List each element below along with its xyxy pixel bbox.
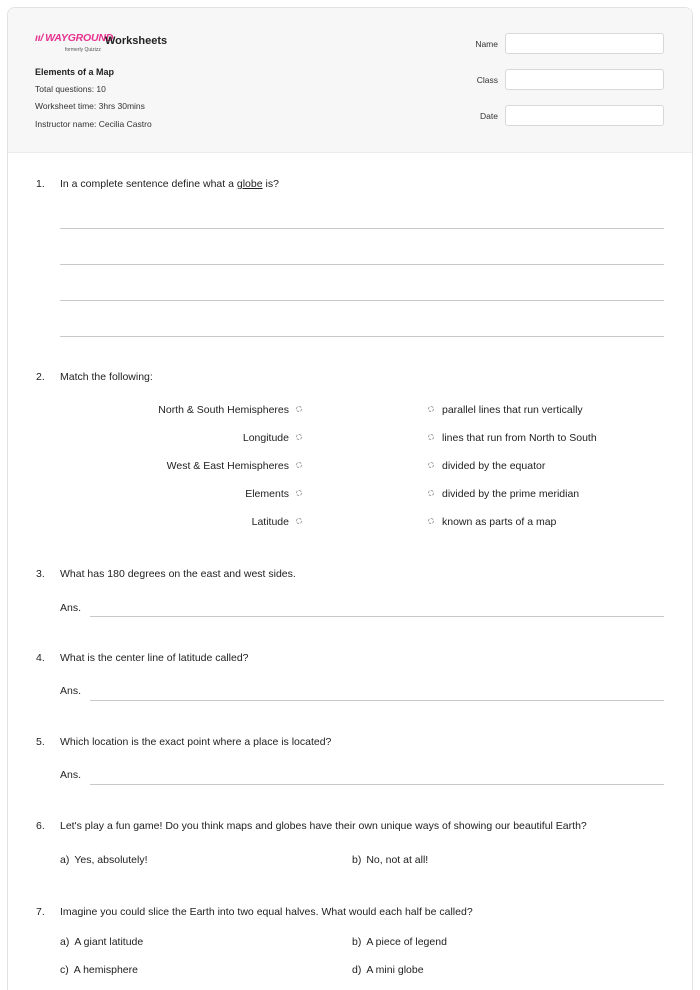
answer-line[interactable] <box>90 616 664 617</box>
logo-text: WAYGROUND <box>45 32 114 44</box>
match-left-item: West & East Hemispheres <box>167 460 302 472</box>
match-right-item: parallel lines that run vertically <box>428 404 583 416</box>
worksheet-title: Elements of a Map <box>35 67 115 77</box>
question-text: Imagine you could slice the Earth into two equal halves. What would each half be called? <box>60 906 473 918</box>
option-a[interactable]: a) Yes, absolutely! <box>60 854 148 866</box>
match-right-item: divided by the equator <box>428 460 545 472</box>
answer-label: Ans. <box>60 769 82 781</box>
worksheet-time: Worksheet time: 3hrs 30mins <box>35 101 145 111</box>
option-c[interactable]: c) A hemisphere <box>60 964 138 976</box>
name-label: Name <box>475 39 498 49</box>
date-field[interactable] <box>505 105 664 126</box>
brand-title: Worksheets <box>105 35 168 47</box>
answer-line[interactable] <box>90 700 664 701</box>
instructor-name: Instructor name: Cecilia Castro <box>35 119 152 129</box>
question-text: Which location is the exact point where a place is located? <box>60 736 332 748</box>
logo-mark-icon: ıı/ <box>35 32 44 44</box>
match-anchor-icon[interactable] <box>296 462 302 468</box>
question-text: What has 180 degrees on the east and west sides. <box>60 568 296 580</box>
answer-label: Ans. <box>60 602 82 614</box>
question-number: 2. <box>36 371 45 383</box>
match-left-item: Longitude <box>243 432 302 444</box>
question-text: In a complete sentence define what a globe is? <box>60 178 279 190</box>
match-right-item: lines that run from North to South <box>428 432 597 444</box>
answer-line[interactable] <box>60 228 664 229</box>
question-number: 3. <box>36 568 45 580</box>
option-d[interactable]: d) A mini globe <box>352 964 424 976</box>
question-number: 6. <box>36 820 45 832</box>
question-number: 5. <box>36 736 45 748</box>
date-label: Date <box>480 111 498 121</box>
match-anchor-icon[interactable] <box>296 490 302 496</box>
match-anchor-icon[interactable] <box>428 490 434 496</box>
match-anchor-icon[interactable] <box>296 434 302 440</box>
option-a[interactable]: a) A giant latitude <box>60 936 144 948</box>
match-anchor-icon[interactable] <box>428 518 434 524</box>
logo-subtitle: formerly Quizizz <box>65 47 101 53</box>
match-anchor-icon[interactable] <box>296 406 302 412</box>
answer-label: Ans. <box>60 685 82 697</box>
question-text: Let's play a fun game! Do you think maps and globes have their own unique ways of showing our beautiful Earth? <box>60 820 587 832</box>
match-anchor-icon[interactable] <box>296 518 302 524</box>
question-text: Match the following: <box>60 371 153 383</box>
underlined-term: globe <box>236 178 263 190</box>
match-left-item: Elements <box>245 488 302 500</box>
match-right-item: known as parts of a map <box>428 516 556 528</box>
class-field[interactable] <box>505 69 664 90</box>
worksheet-header <box>8 8 692 153</box>
question-text: What is the center line of latitude called? <box>60 652 249 664</box>
match-anchor-icon[interactable] <box>428 434 434 440</box>
option-b[interactable]: b) A piece of legend <box>352 936 447 948</box>
match-anchor-icon[interactable] <box>428 462 434 468</box>
answer-line[interactable] <box>60 300 664 301</box>
answer-line[interactable] <box>60 336 664 337</box>
class-label: Class <box>476 75 498 85</box>
total-questions: Total questions: 10 <box>35 84 106 94</box>
question-number: 1. <box>36 178 45 190</box>
match-left-item: Latitude <box>252 516 302 528</box>
question-number: 7. <box>36 906 45 918</box>
answer-line[interactable] <box>60 264 664 265</box>
match-right-item: divided by the prime meridian <box>428 488 579 500</box>
option-b[interactable]: b) No, not at all! <box>352 854 429 866</box>
match-anchor-icon[interactable] <box>428 406 434 412</box>
answer-line[interactable] <box>90 784 664 785</box>
name-field[interactable] <box>505 33 664 54</box>
match-left-item: North & South Hemispheres <box>158 404 302 416</box>
worksheet-card <box>7 7 693 990</box>
question-number: 4. <box>36 652 45 664</box>
